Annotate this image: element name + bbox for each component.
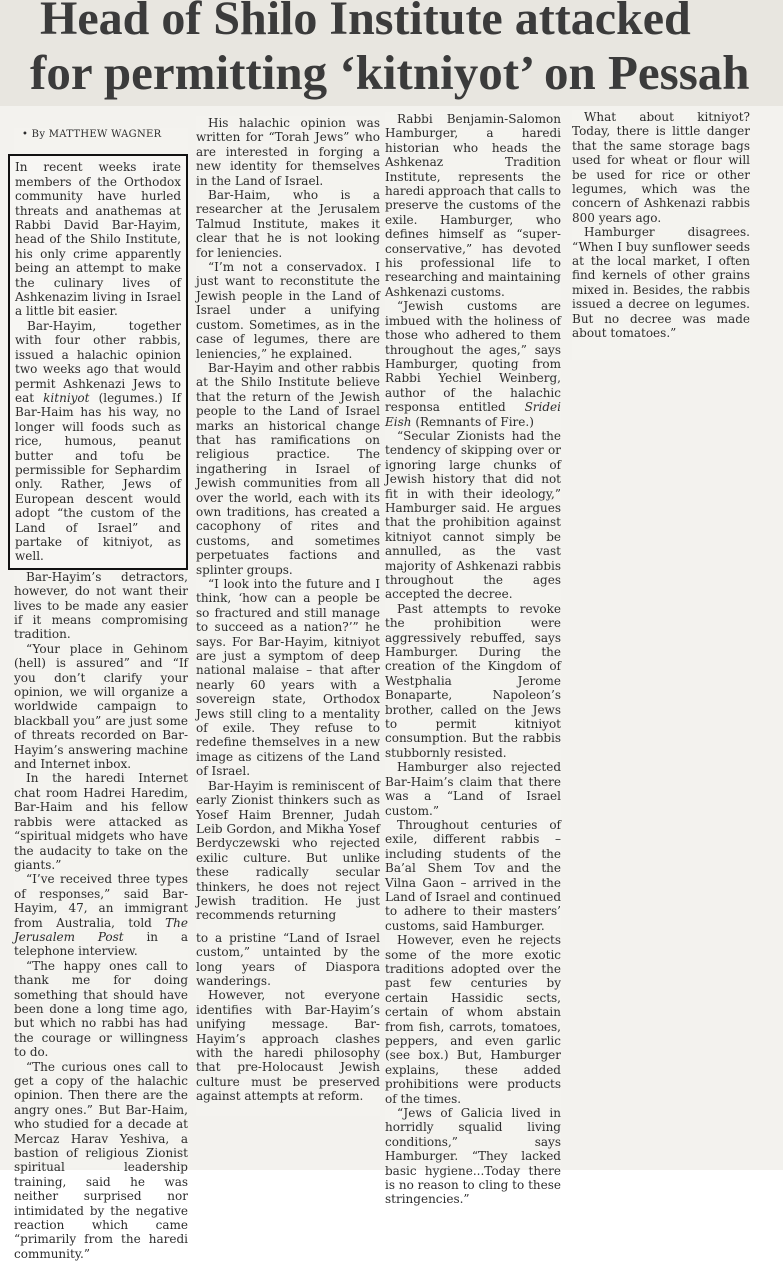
paragraph: Bar-Hayim and other rabbis at the Shilo Institute believe that the return of the Jewish people to the Land of Israel marks an historical change that has ramifications on religious practice. The ingathering in Israel of Jewish communities from all over the world, each with its own traditions, has created a cacophony of rites and customs, and sometimes perpetuates factions and splinter groups. [196,360,380,577]
lead-paragraph: In recent weeks irate members of the Orthodox community have hurled threats and anathemas at Rabbi David Bar-Hayim, head of the Shilo Institute, his only crime apparently being an attempt to make the culinary lives of Ashkenazim living in Israel a little bit easier. [15,160,181,319]
paragraph: Bar-Hayim, together with four other rabbis, issued a halachic opinion two weeks ago that would permit Ashkenazi Jews to eat kitniyot (legumes.) If Bar-Haim has his way, no longer will foods such as rice, humous, peanut butter and tofu be permissible for Sephardim only. Rather, Jews of European descent would adopt “the custom of the Land of Israel” and partake of kitniyot, as well. [15,318,181,564]
column-1 [14,128,188,1261]
paragraph: “I’ve received three types of responses,” said Bar-Hayim, 47, an immigrant from Australia, told The Jerusalem Post in a telephone interview. [14,872,188,959]
paragraph: “I look into the future and I think, ‘how can a people be so fractured and still manage to succeed as a nation?’” he says. For Bar-Hayim, kitniyot are just a symptom of deep national malaise – that after nearly 60 years with a sovereign state, Orthodox Jews still cling to a mentality of exile. They refuse to redefine themselves in a new image as citizens of the Land of Israel. [196,577,380,779]
paragraph: However, not everyone identifies with Bar-Hayim’s unifying message. Bar-Hayim’s approach clashes with the haredi philosophy that pre-Holocaust Jewish culture must be preserved against attempts at reform. [196,988,380,1104]
paragraph: Bar-Hayim’s detractors, however, do not want their lives to be made any easier if it means compromising tradition. [14,569,188,642]
paragraph: “Your place in Gehinom (hell) is assured” and “If you don’t clarify your opinion, we will organize a worldwide campaign to blackball you” are just some of threats recorded on Bar-Hayim’s answering machine and Internet inbox. [14,641,188,772]
paragraph: Throughout centuries of exile, different rabbis – including students of the Ba’al Shem Tov and the Vilna Gaon – arrived in the Land of Israel and continued to adhere to their masters’ customs, said Hamburger. [385,817,561,933]
paragraph: Past attempts to revoke the prohibition were aggressively rebuffed, says Hamburger. During the creation of the Kingdom of Westphalia Jerome Bonaparte, Napoleon’s brother, called on the Jews to permit kitniyot consumption. But the rabbis stubbornly resisted. [385,601,561,760]
paragraph: Hamburger disagrees. “When I buy sunflower seeds at the local market, I often find kernels of other grains mixed in. Besides, the rabbis issued a decree on legumes. But no decree was made about tomatoes.” [572,225,750,341]
paragraph: Hamburger also rejected Bar-Haim’s claim that there was a “Land of Israel custom.” [385,760,561,818]
book-title: Sridei Eish [385,400,561,429]
paragraph: Rabbi Benjamin-Salomon Hamburger, a haredi historian who heads the Ashkenaz Tradition Institute, represents the haredi approach that calls to preserve the customs of the exile. Hamburger, who defines himself as “super-conservative,” has devoted his professional life to researching and maintaining Ashkenazi customs. [385,112,561,299]
italic-term: kitniyot [43,390,90,405]
column-2 [196,116,380,1116]
paragraph: Bar-Haim, who is a researcher at the Jerusalem Talmud Institute, makes it clear that he is not looking for leniencies. [196,188,380,260]
paragraph: “Jews of Galicia lived in horridly squalid living conditions,” says Hamburger. “They lacked basic hygiene...Today there is no reason to cling to these stringencies.” [385,1106,561,1207]
paragraph: In the haredi Internet chat room Hadrei Haredim, Bar-Haim and his fellow rabbis were attacked as “spiritual midgets who have the audacity to take on the giants.” [14,771,188,872]
column-3 [385,112,561,1207]
paragraph: What about kitniyot? Today, there is little danger that the same storage bags used for wheat or flour will be used for rice or other legumes, which was the concern of Ashkenazi rabbis 800 years ago. [572,110,750,225]
paragraph: However, even he rejects some of the more exotic traditions adopted over the past few centuries by certain Hassidic sects, certain of whom abstain from fish, carrots, tomatoes, peppers, and even garlic (see box.) But, Hamburger explains, these added prohibitions were products of the times. [385,933,561,1106]
paragraph: Bar-Hayim is reminiscent of early Zionist thinkers such as Yosef Haim Brenner, Judah Leib Gordon, and Mikha Yosef Berdyczewski who rejected exilic culture. But unlike these radically secular thinkers, he does not reject Jewish tradition. He just recommends returning [196,778,380,923]
publication-name: The Jerusalem Post [14,915,188,944]
paragraph: His halachic opinion was written for “Torah Jews” who are interested in forging a new identity for themselves in the Land of Israel. [196,116,380,188]
paragraph: “Secular Zionists had the tendency of skipping over or ignoring large chunks of Jewish history that did not fit in with their ideology,” Hamburger said. He argues that the prohibition against kitniyot cannot simply be annulled, as the vast majority of Ashkenazi rabbis throughout the ages accepted the decree. [385,428,561,602]
headline-line-1: Head of Shilo Institute attacked [40,0,691,45]
headline [0,0,783,106]
headline-line-2: for permitting ‘kitniyot’ on Pessah [30,45,750,100]
column-4 [572,110,750,360]
paragraph: “I’m not a conservadox. I just want to reconstitute the Jewish people in the Land of Israel under a unifying custom. Sometimes, as in the case of legumes, there are leniencies,” he explained. [196,260,380,361]
byline: • By MATTHEW WAGNER [22,129,162,140]
paragraph: to a pristine “Land of Israel custom,” untainted by the long years of Diaspora wanderings. [196,930,380,988]
paragraph: “The curious ones call to get a copy of the halachic opinion. Then there are the angry ones.” But Bar-Haim, who studied for a decade at Mercaz Harav Yeshiva, a bastion of religious Zionist spiritual leadership training, said he was neither surprised nor intimidated by the negative reaction which came “primarily from the haredi community.” [14,1059,188,1261]
paragraph: “Jewish customs are imbued with the holiness of those who adhered to them throughout the ages,” says Hamburger, quoting from Rabbi Yechiel Weinberg, author of the halachic responsa entitled Sridei Eish (Remnants of Fire.) [385,299,561,429]
lead-box [8,154,188,569]
paragraph: “The happy ones call to thank me for doing something that should have been done a long time ago, but which no rabbi has had the courage or willingness to do. [14,958,188,1060]
